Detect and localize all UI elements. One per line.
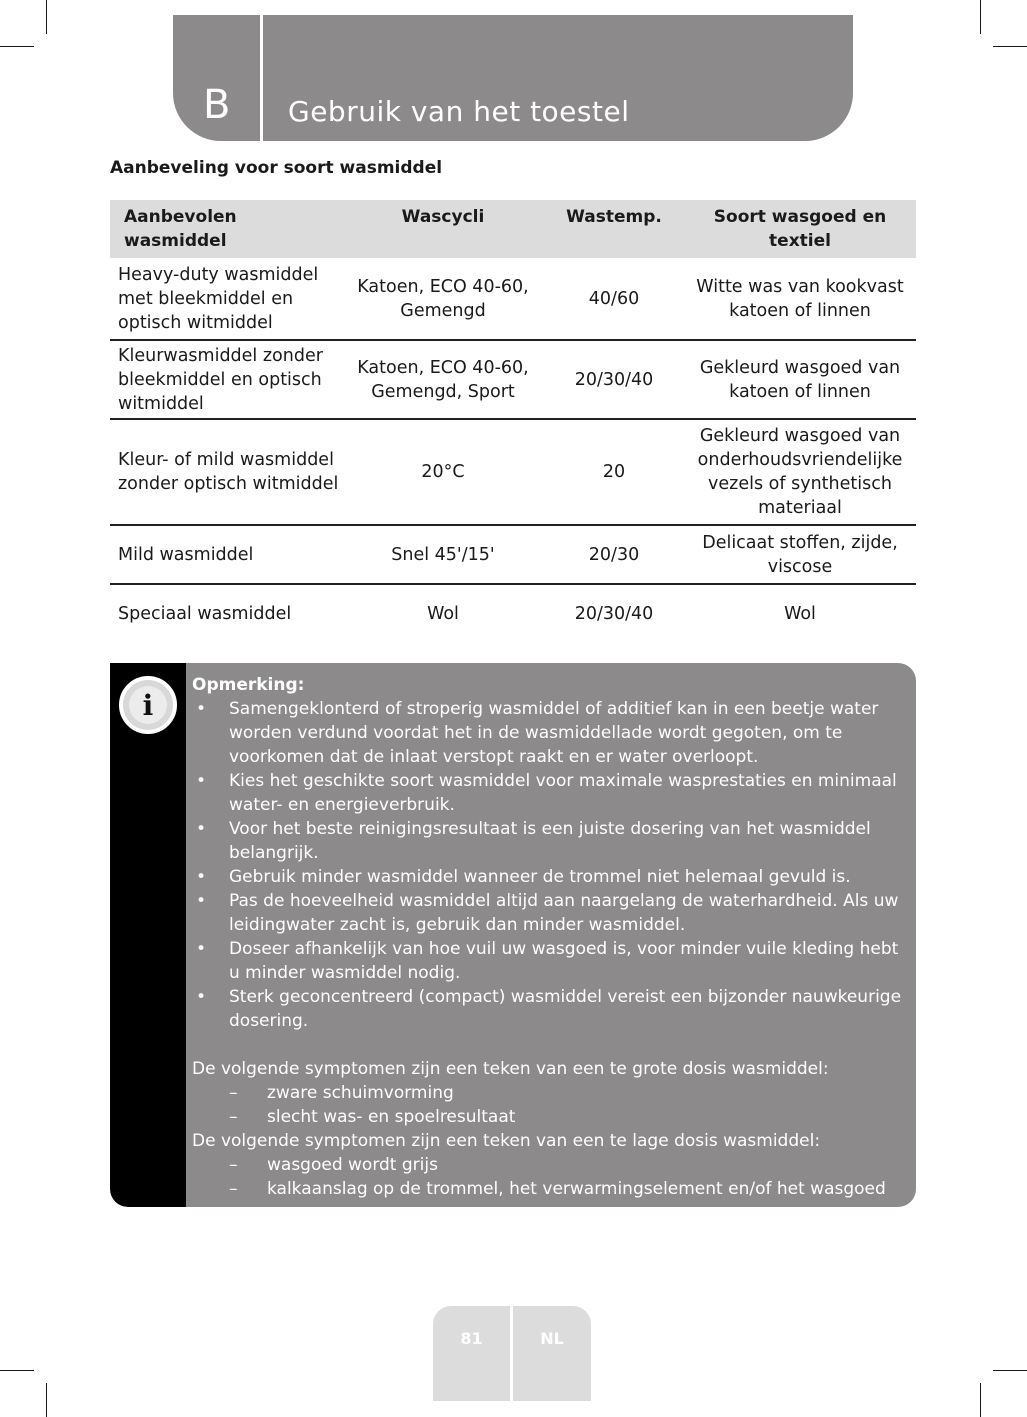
bullet-marker: • <box>196 819 207 839</box>
overdose-intro: De volgende symptomen zijn een teken van een te grote dosis wasmiddel: <box>192 1059 829 1079</box>
crop-mark <box>0 1370 34 1371</box>
column-header: Aanbevolen wasmiddel <box>124 207 237 251</box>
crop-mark <box>993 1370 1027 1371</box>
detergent-table <box>110 200 916 643</box>
crop-mark <box>993 46 1027 47</box>
list-item <box>192 1081 904 1105</box>
language-code: NL <box>540 1329 564 1348</box>
list-item <box>192 1105 904 1129</box>
list-item <box>192 1153 904 1177</box>
crop-mark <box>980 1383 981 1417</box>
list-item <box>192 769 904 817</box>
table-cell: Witte was van kookvast katoen of linnen <box>696 276 904 321</box>
table-cell: Katoen, ECO 40-60, Gemengd, Sport <box>357 357 529 402</box>
bullet-marker: • <box>196 867 207 887</box>
column-header: Soort wasgoed en textiel <box>713 207 887 251</box>
table-cell: Wol <box>427 604 459 624</box>
dash-marker: – <box>229 1179 238 1199</box>
spacer <box>192 1033 904 1057</box>
chapter-title: Gebruik van het toestel <box>288 95 630 128</box>
list-item-text: zware schuimvorming <box>267 1083 454 1103</box>
info-icon-glyph: i <box>129 686 167 724</box>
bullet-marker: • <box>196 771 207 791</box>
table-cell: 40/60 <box>588 288 640 309</box>
table-cell: 20 <box>602 462 626 482</box>
table-cell: 20°C <box>421 462 465 482</box>
table-cell: 20/30/40 <box>574 369 654 390</box>
list-item <box>192 937 904 985</box>
chapter-header <box>173 15 853 141</box>
list-item-text: Kies het geschikte soort wasmiddel voor maximale wasprestaties en minimaal water- en energieverbruik. <box>229 771 897 815</box>
crop-mark <box>0 46 34 47</box>
table-row <box>110 258 916 341</box>
table-cell: 20/30 <box>588 544 640 565</box>
dash-marker: – <box>229 1107 238 1127</box>
list-item <box>192 1177 904 1201</box>
list-item-text: Voor het beste reinigingsresultaat is een juiste dosering van het wasmiddel belangrijk. <box>229 819 871 863</box>
page-footer-tab <box>433 1306 591 1401</box>
table-cell: Heavy-duty wasmiddel met bleekmiddel en optisch witmiddel <box>118 264 319 333</box>
list-item-text: Samengeklonterd of stroperig wasmiddel of additief kan in een beetje water worden verdund voordat het in de wasmiddellade wordt gegoten, om te voorkomen dat de inlaat verstopt raakt en er water overloopt. <box>229 699 879 767</box>
table-cell: Speciaal wasmiddel <box>118 604 292 624</box>
table-cell: Kleurwasmiddel zonder bleekmiddel en optisch witmiddel <box>118 345 323 414</box>
table-row <box>110 585 916 643</box>
table-row <box>110 420 916 526</box>
bullet-marker: • <box>196 891 207 911</box>
list-item <box>192 889 904 937</box>
note-box <box>110 663 916 1207</box>
table-cell: Delicaat stoffen, zijde, viscose <box>702 532 898 577</box>
section-title: Aanbeveling voor soort wasmiddel <box>110 158 443 178</box>
table-row <box>110 526 916 585</box>
note-sidebar <box>110 663 186 1207</box>
bullet-marker: • <box>196 699 207 719</box>
page-number: 81 <box>460 1329 483 1348</box>
table-row <box>110 341 916 420</box>
info-icon <box>119 676 177 734</box>
table-cell: Kleur- of mild wasmiddel zonder optisch witmiddel <box>118 450 339 494</box>
header-divider <box>260 15 263 141</box>
crop-mark <box>46 1383 47 1417</box>
footer-divider <box>510 1306 513 1401</box>
table-header <box>110 200 916 258</box>
crop-mark <box>46 0 47 34</box>
list-item <box>192 697 904 769</box>
list-item <box>192 817 904 865</box>
list-item-text: Gebruik minder wasmiddel wanneer de trommel niet helemaal gevuld is. <box>229 867 851 887</box>
list-item-text: Pas de hoeveelheid wasmiddel altijd aan naargelang de waterhardheid. Als uw leidingwater zacht is, gebruik dan minder wasmiddel. <box>229 891 899 935</box>
dash-marker: – <box>229 1083 238 1103</box>
list-item-text: wasgoed wordt grijs <box>267 1155 438 1175</box>
column-header: Wastemp. <box>566 207 662 227</box>
list-item <box>192 865 904 889</box>
list-item-text: slecht was- en spoelresultaat <box>267 1107 516 1127</box>
dash-marker: – <box>229 1155 238 1175</box>
note-title: Opmerking: <box>192 675 305 695</box>
note-content <box>192 673 904 1201</box>
list-item-text: kalkaanslag op de trommel, het verwarmingselement en/of het wasgoed <box>267 1179 886 1199</box>
table-cell: Katoen, ECO 40-60, Gemengd <box>357 276 529 321</box>
column-header: Wascycli <box>401 207 485 227</box>
crop-mark <box>980 0 981 34</box>
list-item-text: Doseer afhankelijk van hoe vuil uw wasgoed is, voor minder vuile kleding hebt u minder wasmiddel nodig. <box>229 939 899 983</box>
table-cell: Snel 45'/15' <box>391 544 495 565</box>
bullet-marker: • <box>196 987 207 1007</box>
bullet-marker: • <box>196 939 207 959</box>
table-cell: Wol <box>784 604 816 624</box>
underdose-intro: De volgende symptomen zijn een teken van een te lage dosis wasmiddel: <box>192 1131 821 1151</box>
list-item <box>192 985 904 1033</box>
table-cell: Gekleurd wasgoed van onderhoudsvriendelijke vezels of synthetisch materiaal <box>697 426 903 518</box>
table-cell: 20/30/40 <box>574 604 654 624</box>
table-cell: Gekleurd wasgoed van katoen of linnen <box>699 357 901 402</box>
chapter-letter: B <box>203 82 231 128</box>
table-cell: Mild wasmiddel <box>118 544 254 565</box>
list-item-text: Sterk geconcentreerd (compact) wasmiddel vereist een bijzonder nauwkeurige dosering. <box>229 987 902 1031</box>
